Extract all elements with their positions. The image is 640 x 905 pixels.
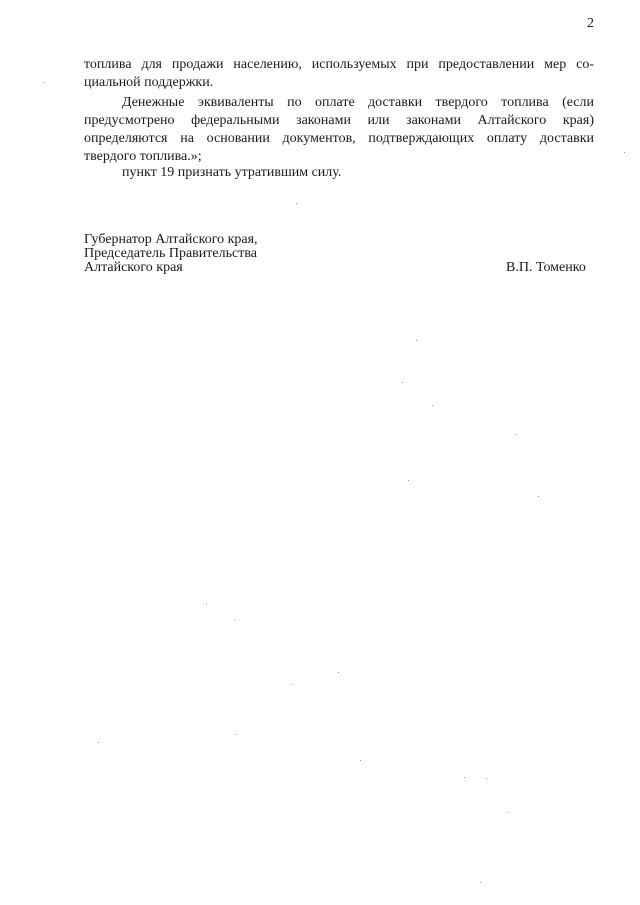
scan-speck [296,203,297,204]
signature-title-block [84,233,258,275]
scan-speck [360,760,361,761]
paragraph-text: пункт 19 признать утратившим силу. [122,165,342,180]
signature-title-line: Председатель Правительства [84,246,257,261]
scan-speck [44,82,45,83]
signatory-name: В.П. Томенко [506,260,586,275]
scan-speck [624,152,625,153]
scan-speck [98,742,99,743]
paragraph-line: циальной поддержки. [84,75,214,90]
scan-speck [338,672,339,673]
scan-speck [432,405,433,406]
scan-speck [206,604,207,605]
signature-title-line: Губернатор Алтайского края, [84,232,258,247]
scan-speck [516,434,517,435]
scan-speck [408,480,409,481]
paragraph-line: топлива для продажи населению, используемых при предоставлении мер со- [84,57,594,72]
scan-speck [508,812,509,813]
paragraph-continuation [84,56,594,92]
scan-speck [416,340,417,341]
paragraph-equivalents [84,94,594,166]
paragraph-text: Денежные эквиваленты по оплате доставки твердого топлива (если предусмотрено федеральными законами или законами Алтайского края) определяются на основании документов, подтверждающих оплату доставки твердого топлива.»; [84,95,594,164]
scan-speck [538,496,539,497]
paragraph-item-19 [84,164,594,182]
signature-title-line: Алтайского края [84,260,183,275]
scan-speck [402,382,403,383]
scan-speck [464,777,465,778]
scan-speck [236,734,237,735]
scan-speck [480,882,481,883]
page-number: 2 [587,16,594,31]
scan-speck [234,620,235,621]
scan-speck [292,684,293,685]
scan-speck [486,778,487,779]
